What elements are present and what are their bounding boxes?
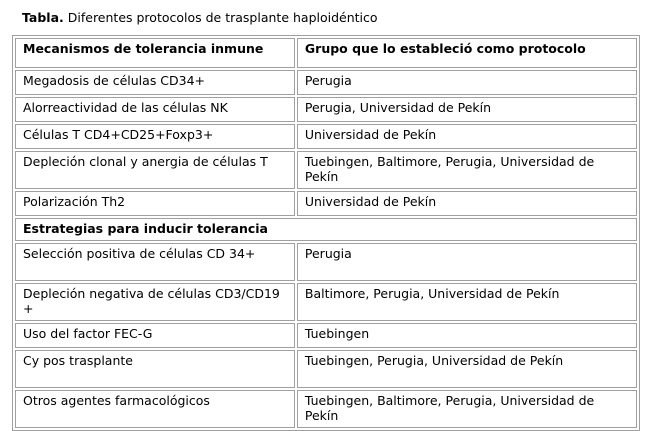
group-cell: Baltimore, Perugia, Universidad de Pekín [297, 283, 637, 321]
strategy-cell: Selección positiva de células CD 34+ [15, 243, 295, 281]
table-row [15, 70, 637, 95]
strategy-cell: Uso del factor FEC-G [15, 323, 295, 348]
table-row [15, 323, 637, 348]
table-row [15, 390, 637, 428]
table-row [15, 350, 637, 388]
caption-label: Tabla. [22, 10, 64, 25]
strategy-cell: Depleción negativa de células CD3/CD19 + [15, 283, 295, 321]
group-cell: Universidad de Pekín [297, 124, 637, 149]
mechanism-cell: Polarización Th2 [15, 191, 295, 216]
table-caption [22, 10, 378, 26]
table-row [15, 191, 637, 216]
table-row [15, 124, 637, 149]
mechanism-cell: Alorreactividad de las células NK [15, 97, 295, 122]
group-cell: Universidad de Pekín [297, 191, 637, 216]
group-cell: Tuebingen, Baltimore, Perugia, Universidad de Pekín [297, 390, 637, 428]
column-header-group: Grupo que lo estableció como protocolo [297, 38, 637, 68]
table-row [15, 151, 637, 189]
section-header-row [15, 218, 637, 241]
mechanism-cell: Depleción clonal y anergia de células T [15, 151, 295, 189]
group-cell: Perugia [297, 70, 637, 95]
group-cell: Perugia, Universidad de Pekín [297, 97, 637, 122]
protocols-table [12, 35, 640, 431]
mechanism-cell: Células T CD4+CD25+Foxp3+ [15, 124, 295, 149]
table-row [15, 283, 637, 321]
group-cell: Tuebingen, Perugia, Universidad de Pekín [297, 350, 637, 388]
mechanism-cell: Megadosis de células CD34+ [15, 70, 295, 95]
header-row [15, 38, 637, 68]
table-row [15, 243, 637, 281]
strategy-cell: Cy pos trasplante [15, 350, 295, 388]
column-header-mechanisms: Mecanismos de tolerancia inmune [15, 38, 295, 68]
group-cell: Tuebingen [297, 323, 637, 348]
group-cell: Perugia [297, 243, 637, 281]
caption-text: Diferentes protocolos de trasplante haploidéntico [63, 10, 378, 25]
table-row [15, 97, 637, 122]
section-title-strategies: Estrategias para inducir tolerancia [15, 218, 637, 241]
group-cell: Tuebingen, Baltimore, Perugia, Universidad de Pekín [297, 151, 637, 189]
strategy-cell: Otros agentes farmacológicos [15, 390, 295, 428]
